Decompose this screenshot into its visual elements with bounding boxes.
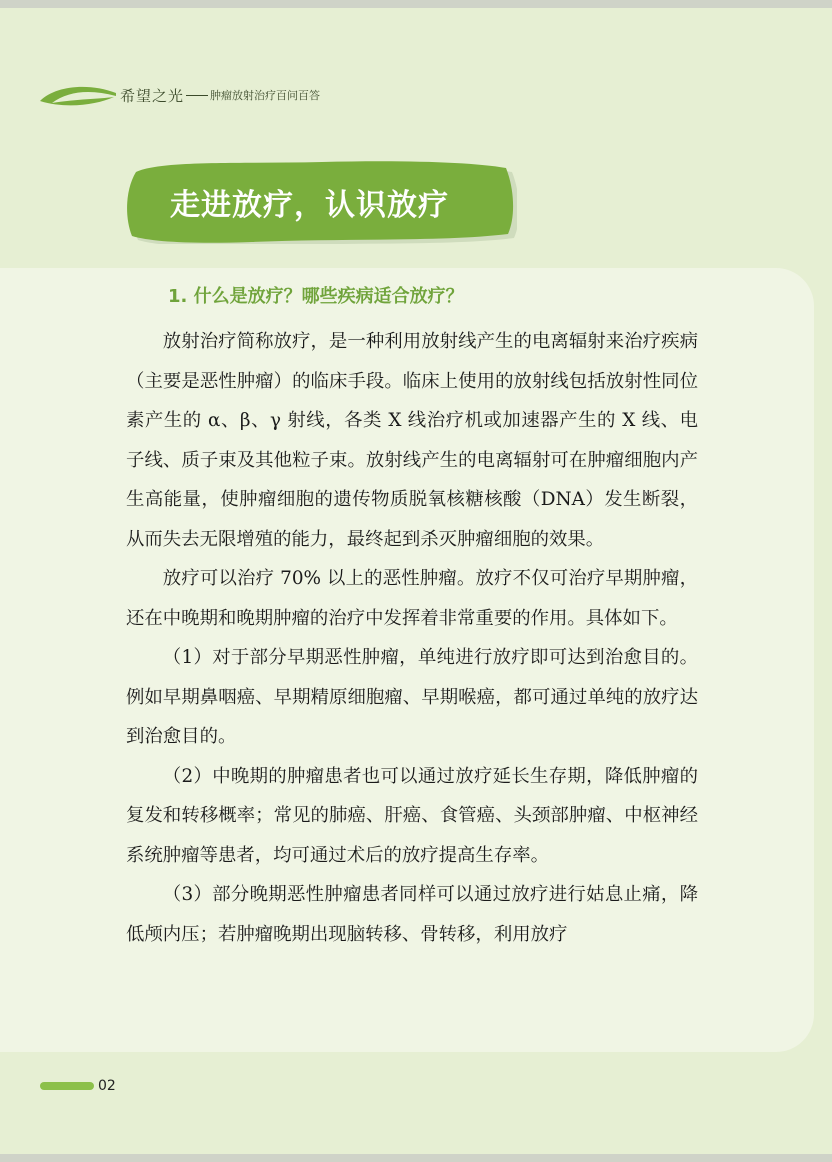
paragraph-scope: 放疗可以治疗 70% 以上的恶性肿瘤。放疗不仅可治疗早期肿瘤，还在中晚期和晚期肿瘤的治疗中发挥着非常重要的作用。具体如下。 [126,568,698,629]
book-title: 希望之光 [120,86,185,105]
chapter-title-badge [122,158,517,244]
page-top-edge [0,0,832,8]
footer-leaf-bar [40,1082,94,1090]
question-heading: 1. 什么是放疗？哪些疾病适合放疗？ [168,286,464,307]
book-subtitle: 肿瘤放射治疗百问百答 [210,89,321,102]
running-header [38,80,320,110]
paragraph-item-1: （1）对于部分早期恶性肿瘤，单纯进行放疗即可达到治愈目的。例如早期鼻咽癌、早期精原细胞瘤、早期喉癌，都可通过单纯的放疗达到治愈目的。 [126,647,698,747]
page-footer [40,1075,116,1097]
page-bottom-edge [0,1154,832,1162]
body-text [126,322,698,954]
paragraph-item-2: （2）中晚期的肿瘤患者也可以通过放疗延长生存期，降低肿瘤的复发和转移概率；常见的肺癌、肝癌、食管癌、头颈部肿瘤、中枢神经系统肿瘤等患者，均可通过术后的放疗提高生存率。 [126,765,698,866]
chapter-title: 走进放疗，认识放疗 [170,188,449,223]
paragraph-definition: 放射治疗简称放疗，是一种利用放射线产生的电离辐射来治疗疾病（主要是恶性肿瘤）的临床手段。临床上使用的放射线包括放射性同位素产生的 α、β、γ 射线，各类 X 线治疗机或加速器产生的 X 线、电子线、质子束及其他粒子束。放射线产生的电离辐射可在肿瘤细胞内产生高能量，使肿瘤细胞的遗传物质脱氧核糖核酸（DNA）发生断裂，从而失去无限增殖的能力，最终起到杀灭肿瘤细胞的效果。 [126,331,698,550]
leaf-swoosh-icon [38,81,118,109]
paragraph-item-3: （3）部分晚期恶性肿瘤患者同样可以通过放疗进行姑息止痛，降低颅内压；若肿瘤晚期出现脑转移、骨转移，利用放疗 [126,884,698,945]
page-number: 02 [98,1078,116,1094]
header-dash [186,95,208,96]
